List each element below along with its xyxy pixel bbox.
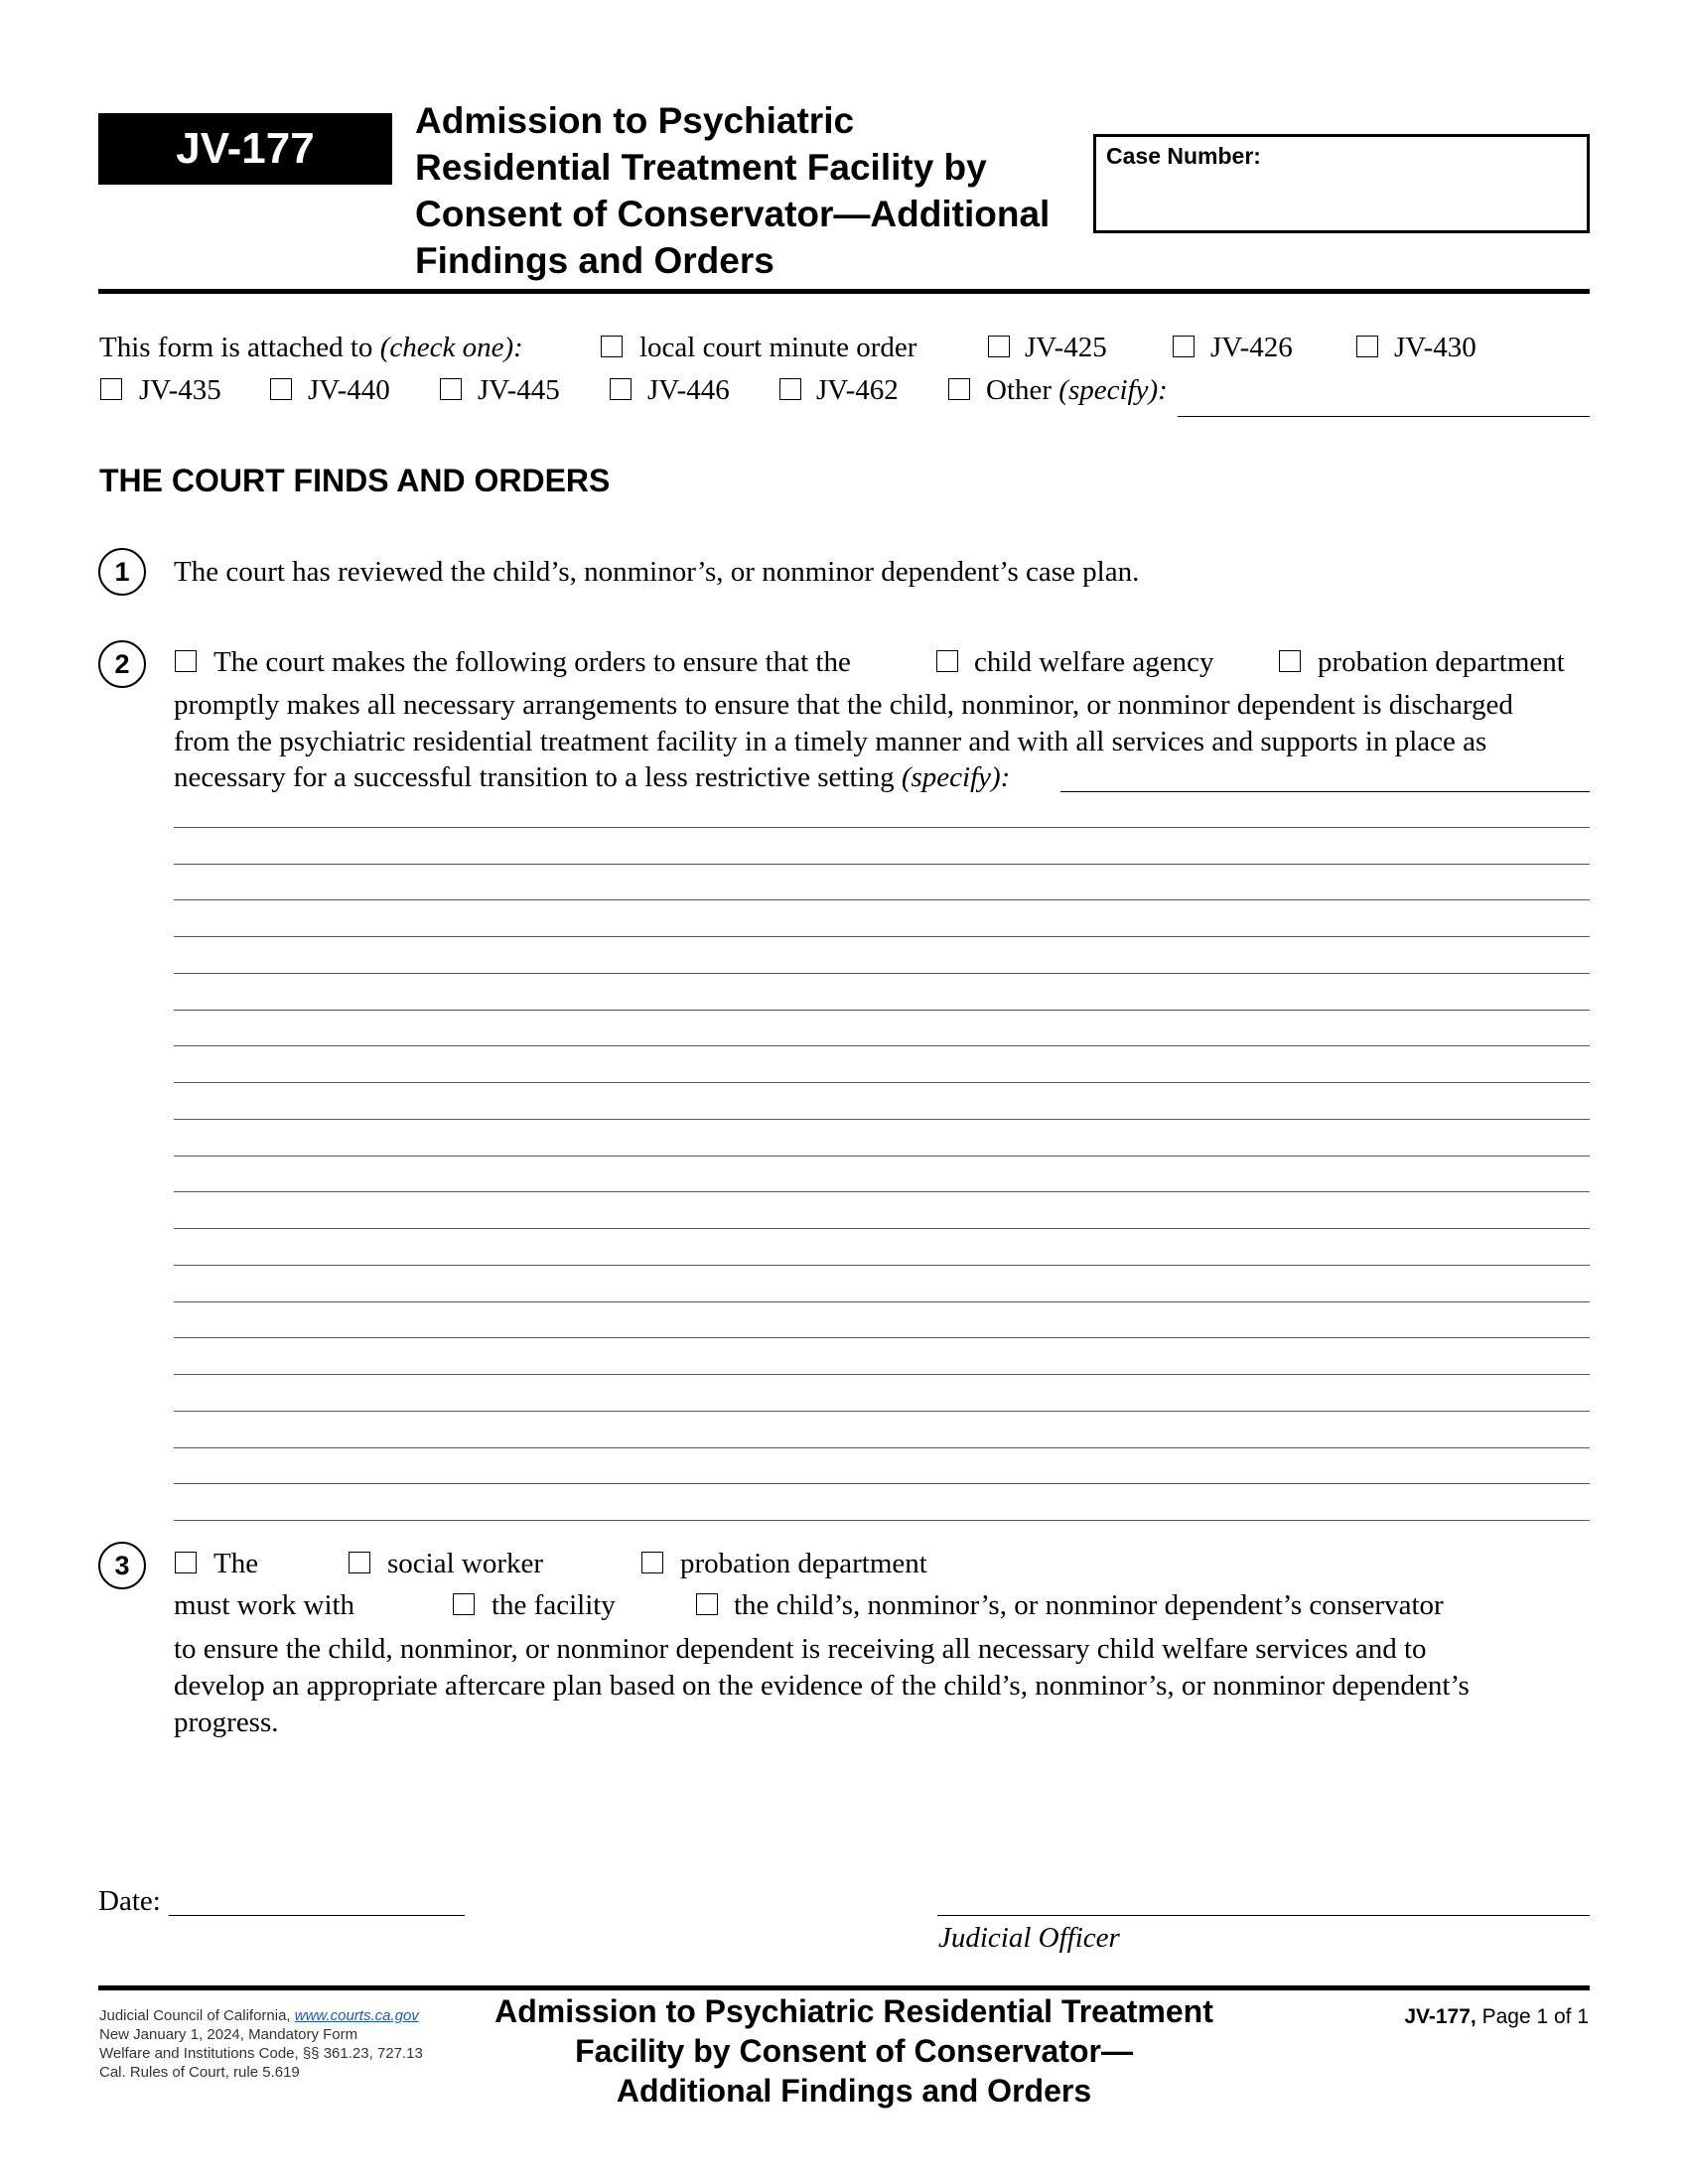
section-heading: THE COURT FINDS AND ORDERS [99,463,611,498]
writing-line [174,827,1590,828]
writing-line [174,1156,1590,1157]
option-probation-department-3: probation department [680,1548,927,1579]
footer-line: Welfare and Institutions Code, §§ 361.23, 727.13 [99,2045,423,2062]
writing-line [174,1191,1590,1192]
writing-line [174,1045,1590,1046]
footer-line: New January 1, 2024, Mandatory Form [99,2026,358,2043]
option-jv-430: JV-430 [1394,332,1477,363]
checkbox-child-welfare-agency[interactable] [936,650,958,672]
option-the-facility: the facility [492,1589,616,1621]
writing-line [174,1483,1590,1484]
case-number-field[interactable] [1093,134,1590,233]
option-jv-426: JV-426 [1210,332,1293,363]
footer-divider [98,1985,1590,1990]
case-number-label: Case Number: [1106,143,1261,169]
writing-line [174,973,1590,974]
footer-page-number: Page 1 of 1 [1481,2005,1589,2028]
writing-line [174,899,1590,900]
form-title-line: Residential Treatment Facility by [415,147,987,188]
checkbox-jv-426[interactable] [1173,336,1195,357]
checkbox-probation-department-2[interactable] [1279,650,1301,672]
footer-council-line [99,2006,423,2025]
item-1-text: The court has reviewed the child’s, nonminor’s, or nonminor dependent’s case plan. [174,556,1140,588]
date-label: Date: [98,1885,161,1917]
checkbox-item-2[interactable] [175,650,197,672]
form-number-badge: JV-177 [98,113,392,185]
option-jv-445: JV-445 [478,374,560,406]
judicial-officer-signature-line[interactable] [937,1915,1590,1916]
writing-line [174,1119,1590,1120]
option-jv-446: JV-446 [647,374,730,406]
item-number-3: 3 [98,1542,146,1589]
form-title-line: Findings and Orders [415,240,774,281]
form-title [415,97,1090,284]
option-local-court-minute-order: local court minute order [639,332,917,363]
writing-line [174,1082,1590,1083]
attached-instruction: (check one): [379,332,523,363]
item-number-1: 1 [98,548,146,596]
form-title-line: Consent of Conservator—Additional [415,194,1051,234]
footer-website-link[interactable]: www.courts.ca.gov [294,2007,419,2024]
footer-title-line: Admission to Psychiatric Residential Treatment [494,1993,1213,2029]
footer-page-info [1370,2005,1589,2029]
option-other [986,373,1168,407]
other-specify-line[interactable] [1178,416,1590,417]
checkbox-the-facility[interactable] [453,1593,475,1615]
item-2-specify-line[interactable] [1060,791,1590,792]
item-2-line3 [174,760,1010,794]
writing-line [174,936,1590,937]
item-2-line3-text: necessary for a successful transition to a less restrictive setting [174,761,895,793]
option-child-welfare-agency: child welfare agency [974,646,1214,678]
checkbox-other[interactable] [948,378,970,400]
option-social-worker: social worker [387,1548,544,1579]
checkbox-item-3[interactable] [175,1552,197,1573]
writing-line [174,1520,1590,1521]
checkbox-jv-435[interactable] [100,378,122,400]
attached-label: This form is attached to [99,332,373,363]
item-2-lead: The court makes the following orders to ensure that the [213,646,851,678]
option-jv-435: JV-435 [139,374,221,406]
other-specify-label: (specify): [1058,374,1168,406]
judicial-officer-label: Judicial Officer [938,1922,1120,1954]
checkbox-jv-445[interactable] [440,378,462,400]
checkbox-social-worker[interactable] [349,1552,370,1573]
item-3-line1: to ensure the child, nonminor, or nonminor dependent is receiving all necessary child welfare services and to [174,1633,1427,1665]
option-jv-462: JV-462 [816,374,899,406]
footer-title-line: Additional Findings and Orders [616,2073,1092,2109]
option-conservator: the child’s, nonminor’s, or nonminor dependent’s conservator [734,1589,1444,1621]
checkbox-jv-440[interactable] [270,378,292,400]
writing-line [174,1411,1590,1412]
checkbox-jv-425[interactable] [988,336,1010,357]
item-2-specify-label: (specify): [901,761,1011,793]
item-3-line2: develop an appropriate aftercare plan based on the evidence of the child’s, nonminor’s, or nonminor dependent’s [174,1670,1470,1702]
writing-line [174,1447,1590,1448]
date-line[interactable] [169,1915,465,1916]
option-other-label: Other [986,374,1053,406]
item-2-line1: promptly makes all necessary arrangements to ensure that the child, nonminor, or nonminor dependent is discharged [174,689,1513,721]
form-title-line: Admission to Psychiatric [415,100,855,141]
writing-line [174,1265,1590,1266]
checkbox-local-court-minute-order[interactable] [601,336,623,357]
footer-title-line: Facility by Consent of Conservator— [575,2033,1133,2069]
checkbox-jv-446[interactable] [610,378,632,400]
footer-council: Judicial Council of California, [99,2007,291,2024]
checkbox-probation-department-3[interactable] [641,1552,663,1573]
writing-line [174,1228,1590,1229]
item-3-the: The [213,1548,259,1579]
writing-line [174,1374,1590,1375]
item-2-line2: from the psychiatric residential treatment facility in a timely manner and with all services and supports in place as [174,726,1487,757]
writing-line [174,1301,1590,1302]
attached-label-row [99,331,523,364]
writing-line [174,864,1590,865]
footer-title [467,1991,1241,2111]
item-3-line3: progress. [174,1706,279,1738]
header-divider [98,289,1590,294]
footer-line: Cal. Rules of Court, rule 5.619 [99,2064,300,2081]
checkbox-jv-430[interactable] [1356,336,1378,357]
item-number-2: 2 [98,640,146,688]
footer-citation [99,2006,423,2082]
option-jv-425: JV-425 [1025,332,1107,363]
item-3-must-work-with: must work with [174,1589,355,1621]
option-jv-440: JV-440 [308,374,390,406]
checkbox-jv-462[interactable] [779,378,801,400]
writing-line [174,1010,1590,1011]
footer-form-id: JV-177, [1404,2005,1477,2028]
checkbox-conservator[interactable] [696,1593,718,1615]
option-probation-department-2: probation department [1318,646,1565,678]
writing-line [174,1337,1590,1338]
